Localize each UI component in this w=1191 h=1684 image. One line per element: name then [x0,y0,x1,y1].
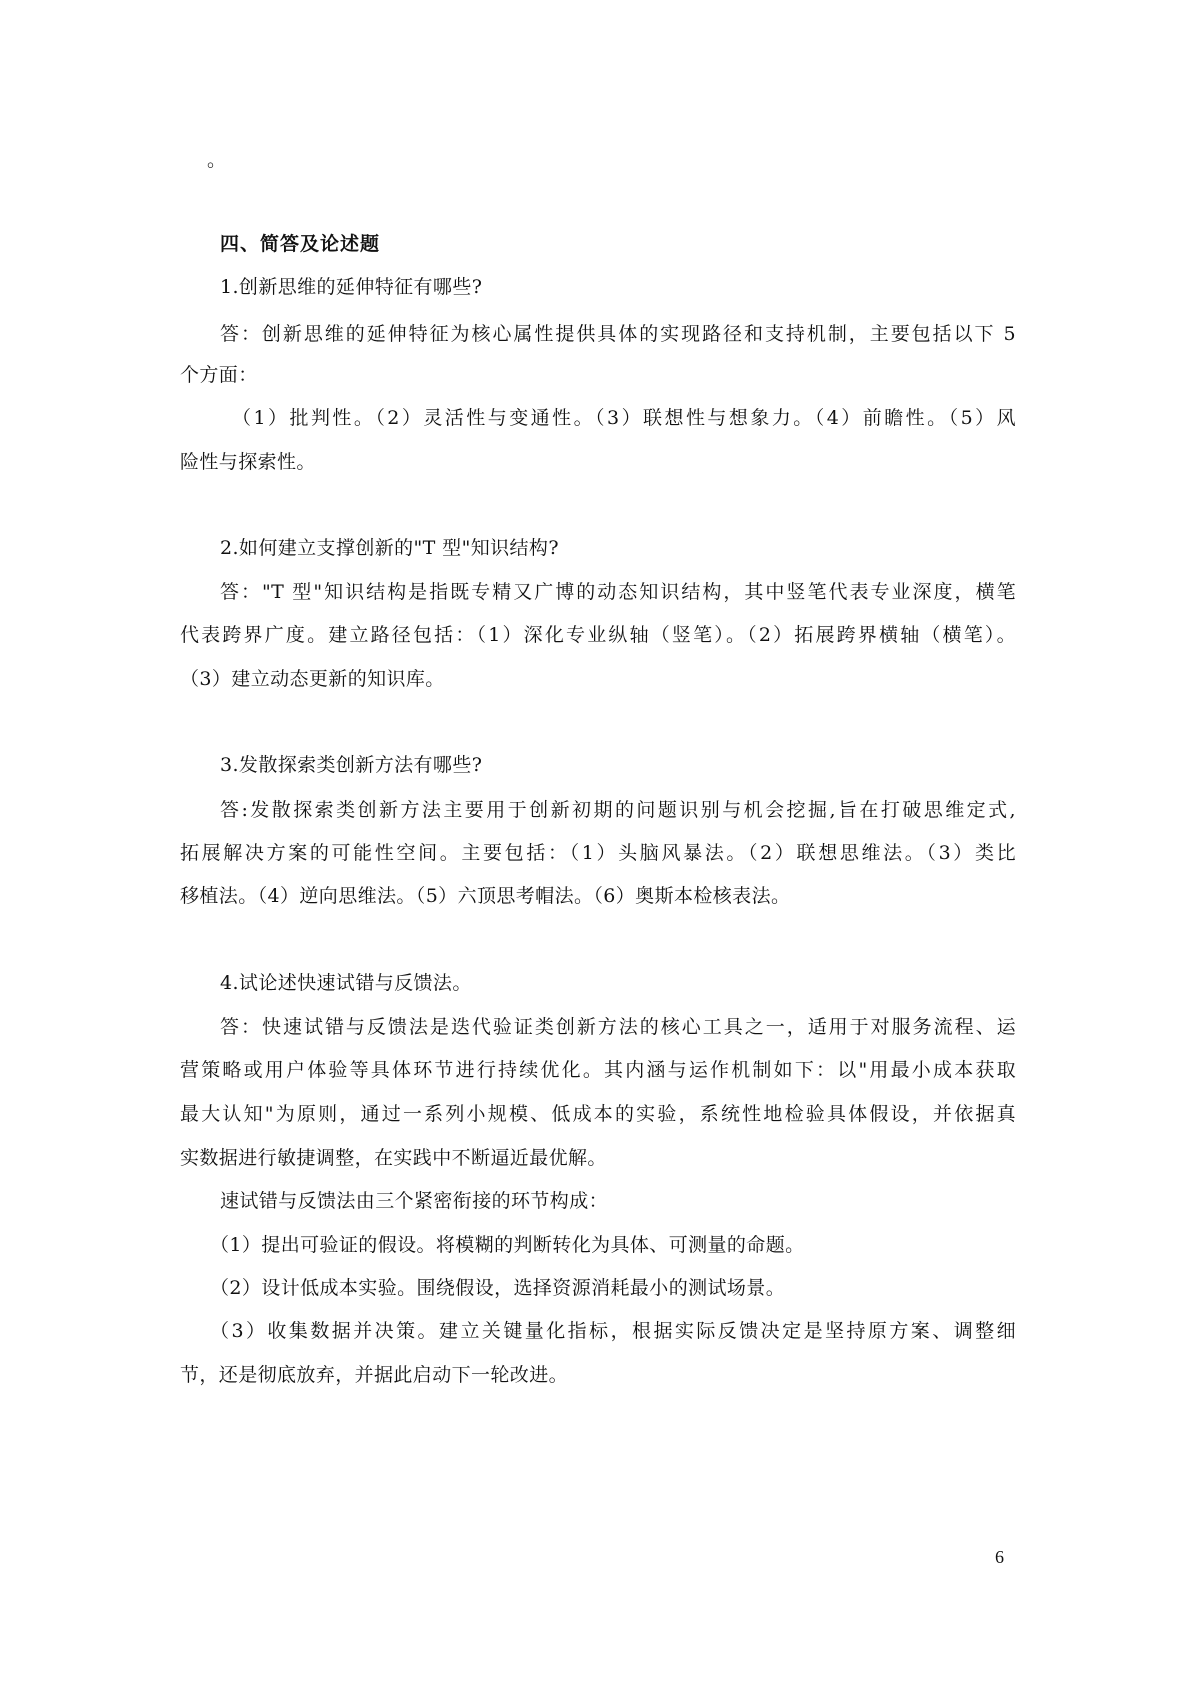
question-2-answer-line: （3）建立动态更新的知识库。 [180,668,445,690]
question-3-title: 3.发散探索类创新方法有哪些? [220,754,483,776]
question-1-answer-line: 个方面： [180,364,258,386]
question-4-answer-line: 营策略或用户体验等具体环节进行持续优化。其内涵与运作机制如下：以"用最小成本获取 [180,1059,1016,1081]
question-1-answer-line: 险性与探索性。 [180,451,316,473]
question-3-answer-line: 答:发散探索类创新方法主要用于创新初期的问题识别与机会挖掘,旨在打破思维定式, [220,799,1016,821]
question-1-title: 1.创新思维的延伸特征有哪些? [220,276,483,298]
question-4-answer-line: 速试错与反馈法由三个紧密衔接的环节构成： [220,1190,609,1212]
question-4-answer-line: 节，还是彻底放弃，并据此启动下一轮改进。 [180,1364,569,1386]
question-4-answer-line: 最大认知"为原则，通过一系列小规模、低成本的实验，系统性地检验具体假设，并依据真 [180,1103,1016,1125]
question-4-title: 4.试论述快速试错与反馈法。 [220,972,472,994]
question-1-answer-line: （1）批判性。（2）灵活性与变通性。（3）联想性与想象力。（4）前瞻性。（5）风 [232,407,1016,429]
question-4-answer-line: 答：快速试错与反馈法是迭代验证类创新方法的核心工具之一，适用于对服务流程、运 [220,1016,1016,1038]
question-1-answer-line: 答：创新思维的延伸特征为核心属性提供具体的实现路径和支持机制，主要包括以下 5 [220,323,1016,345]
question-4-step-1: （1）提出可验证的假设。将模糊的判断转化为具体、可测量的命题。 [210,1234,805,1256]
question-2-title: 2.如何建立支撑创新的"T 型"知识结构? [220,537,559,559]
question-4-step-2: （2）设计低成本实验。围绕假设，选择资源消耗最小的测试场景。 [210,1277,786,1299]
section-heading: 四、简答及论述题 [220,233,381,255]
trailing-punctuation: 。 [207,149,227,171]
question-3-answer-line: 拓展解决方案的可能性空间。主要包括：（1）头脑风暴法。（2）联想思维法。（3）类比 [180,842,1016,864]
question-2-answer-line: 答："T 型"知识结构是指既专精又广博的动态知识结构，其中竖笔代表专业深度，横笔 [220,581,1016,603]
page-number: 6 [995,1547,1004,1567]
question-2-answer-line: 代表跨界广度。建立路径包括：（1）深化专业纵轴（竖笔）。（2）拓展跨界横轴（横笔）。 [180,624,1016,646]
question-4-step-3: （3）收集数据并决策。建立关键量化指标，根据实际反馈决定是坚持原方案、调整细 [210,1320,1016,1342]
question-3-answer-line: 移植法。（4）逆向思维法。（5）六顶思考帽法。（6）奥斯本检核表法。 [180,885,791,907]
question-4-answer-line: 实数据进行敏捷调整，在实践中不断逼近最优解。 [180,1147,607,1169]
